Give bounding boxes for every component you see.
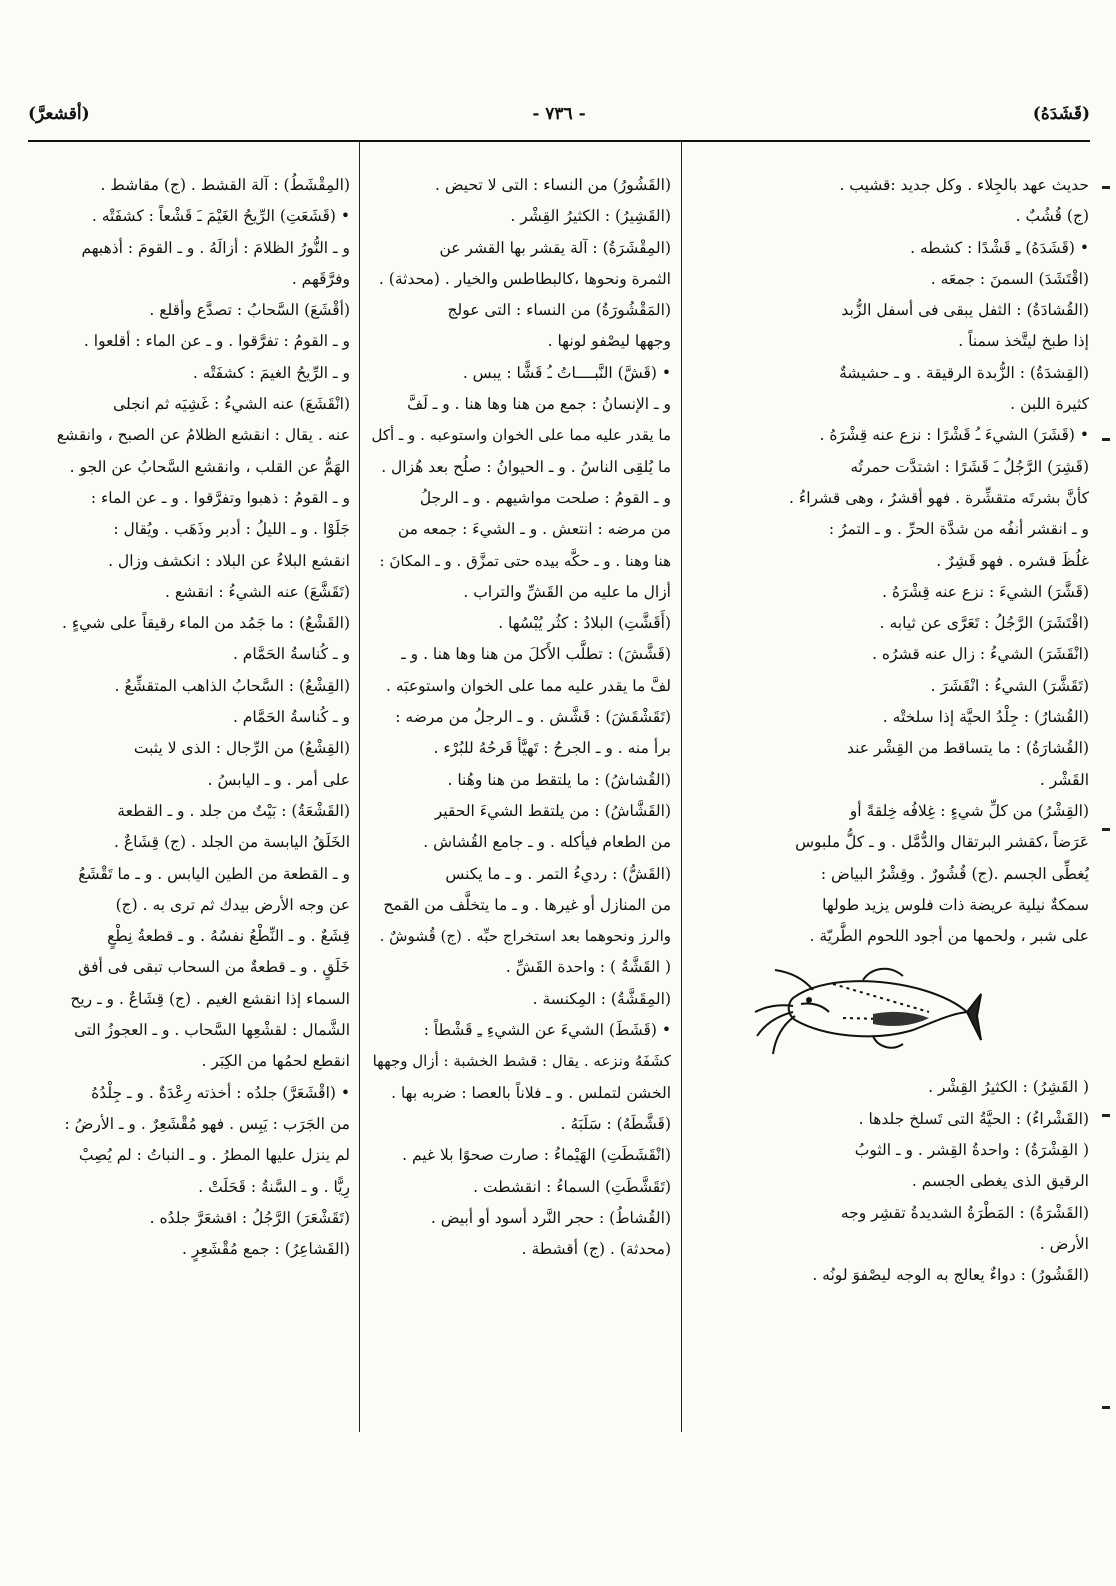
entry-line: (القِشدَةُ) : الزُّبدة الرقيقة . و ـ حشيشةٌ [839,363,1089,382]
entry-line: إذا طبخ ليتَّخذ سمناً . [958,332,1089,351]
entry-line: الثمرة ونحوها ،كالبطاطس والخيار . (محدثة) . [378,269,671,288]
entry-line: و ـ الرِّيحُ الغيمَ : كشفَتْه . [192,363,350,382]
column-divider [359,142,360,1432]
page-header [28,98,1090,134]
entry-line: ( القِشْرَةُ) : واحدةُ القِشر . و ـ الثوبُ [854,1141,1089,1160]
entry-line: (محدثة) . (ج) أقشطة . [521,1240,671,1259]
margin-mark [1102,186,1110,189]
entry-line: (اقْتَشَدَ) السمنَ : جمعَه . [930,269,1089,288]
entry-line: (المِقْشَطُ) : آلة القشط . (ج) مقاشط . [100,176,350,194]
entry-line: • (قَشَطَ) الشيءَ عن الشيءِ ـِ قَشْطاً : [423,1021,671,1040]
entry-line: كثيرة اللبن . [1010,395,1089,414]
entry-line: (تَقَشْقَشَ) : قَشَّش . و ـ الرجلُ من مرضه : [395,708,671,727]
entry-line: (تَقَشَّرَ) الشيءُ : انْقَشَرَ . [930,676,1089,695]
entry-line: السماء إذا انقشع الغيم . (ج) قِشَاعٌ . و ـ ريح [70,989,350,1008]
entry-line: (اقْتَشَرَ) الرَّجُلُ : تَعَرَّى عن ثيابه . [879,614,1089,633]
entry-line: و ـ القومُ : ذهبوا وتفرَّقوا . و ـ عن الماء : [90,488,350,507]
fish-icon [753,954,983,1062]
entry-line: (المِقْشَرَةُ) : آلة يقشر بها القشر عن [439,238,671,257]
entry-line: و ـ القطعة من الطين اليابس . و ـ ما تَقْشَعُ [78,864,350,883]
entry-line: وفرَّقَهم . [291,269,350,288]
entry-line: أزال ما عليه من القَشِّ والتراب . [463,582,671,601]
entry-line: من المنازل أو غيرها . و ـ ما يتخلَّف من القمح [383,895,671,914]
entry-line: (تَقَشَّطَتِ) السماءُ : انقشطت . [473,1177,671,1196]
entry-line: (قَشَّشَ) : تطلَّب الأَكلَ من هنا وها هنا . و ـ [401,645,671,664]
entry-line: • (قَشَدَهُ) ـِ قَشْدًا : كشطه . [910,238,1089,257]
entry-line: (القِشْرُ) من كلِّ شيءٍ : غِلافُه خِلقةً أو [849,801,1089,820]
entry-line: (تَقَشْعَرَ) الرَّجُلُ : اقشعَرَّ جلدُه . [149,1208,350,1227]
entry-line: والرز ونحوهما بعد استخراج حبِّه . (ج) قُشوشٌ . [379,927,671,946]
entry-line: (القَشِيرُ) : الكثيرُ القِشْر . [510,207,671,226]
entry-line: من الجَرَب : يَبِس . فهو مُقْشَعِرٌ . و ـ الأرضُ : [64,1114,350,1133]
entry-line: انقطع لحمُها من الكِبَر . [201,1052,350,1071]
entry-line: برأ منه . و ـ الجرحُ : تَهيَّأ قَرحُهُ للبُرْء . [433,739,671,758]
entry-line: كأنَّ بشرتَه متقشِّرة . فهو أقشرُ ، وهى قشراءُ . [789,488,1089,507]
entry-line: الشَّمال : لقشْعِها السَّحاب . و ـ العجوزُ التى [74,1021,350,1040]
entry-line: (القِشْعُ) : السَّحابُ الذاهب المتقشِّعُ . [114,676,350,695]
entry-line: (قَشِرَ) الرَّجُلُ ـَ قَشَرًا : اشتدَّت حمرتُه [850,457,1089,476]
entry-line: (قَشَّرَ) الشيءَ : نزع عنه قِشْرَهُ . [882,582,1089,601]
entry-line: (القُشارَةُ) : ما يتساقط من القِشْر عند [846,739,1089,758]
entry-line: و ـ كُناسةُ الحَمَّام . [232,645,350,664]
entry-line: الرقيق الذى يغطى الجسم . [911,1172,1089,1191]
entry-line: رِيًّا . و ـ السَّنةُ : قَحَلَتْ . [198,1177,350,1196]
entry-line: هنا وهنا . و ـ حكَّه بيده حتى تمزَّق . و ـ المكانَ : [379,551,671,570]
page-number: - ٧٣٦ - [532,104,586,124]
entry-line: و ـ الإنسانُ : جمع من هنا وها هنا . و ـ لَفَّ [407,395,671,414]
entry-line: القَشْر . [1039,770,1089,789]
entry-line: قِشَعٌ . و ـ النِّطْعُ نفسُهُ . و ـ قطعةُ نِطْعٍ [107,927,350,946]
entry-line: (قَشَّطَهُ) : سَلَبَهُ . [560,1114,671,1133]
entry-line: كشَفَهُ ونزعه . يقال : قشط الخشبة : أزال وجهها [372,1052,671,1071]
entry-line: (القَشاعِرُ) : جمع مُقْشَعِرٍ . [182,1240,350,1259]
entry-line: • (قَشَّ) النَّبــــاتُ ـُ قَشًّا : يبس . [462,363,671,382]
entry-line: (القَشُورُ) : دواءٌ يعالج به الوجه ليصْفوَ لونُه . [812,1266,1089,1285]
entry-line: على شبر ، ولحمها من أجود اللحوم الطَّريّة . [809,927,1089,946]
entry-line: حديث عهد بالجِلاء . وكل جديد :قشيب . [839,176,1089,194]
entry-line: انقشع البلاءُ عن البلاد : انكشف وزال . [108,551,350,570]
entry-line: و ـ كُناسةُ الحَمَّام . [232,708,350,727]
entry-line: (القَشْراءُ) : الحيَّةُ التى تَسلخ جلدها . [858,1109,1089,1128]
entry-line: عَرَضاً ،كقشر البرتقال والدُّمَّل . و ـ كلُّ ملبوس [795,833,1089,852]
entry-line: الهَمُّ عن القلب ، وانقشع السَّحابُ عن الجو . [69,457,350,476]
entry-line: و ـ القومُ : تفرَّقوا . و ـ عن الماء : أقلعوا . [83,332,350,351]
entry-line: • (اقْشَعَرَّ) جلدُه : أخذته رِعْدَةٌ . و ـ جِلْدُهُ [91,1083,350,1102]
entry-line: (المَقْشُورَةُ) من النساء : التى عولج [447,301,671,320]
entry-line: سمكةٌ نيلية عريضة ذات فلوس يزيد طولها [822,895,1089,914]
entry-line: لم ينزل عليها المطرُ . و ـ النباتُ : لم يُصِبْ [78,1146,350,1165]
entry-line: (القَشَّاشُ) : من يلتقط الشيءَ الحقير [434,801,671,820]
header-rule [28,140,1090,142]
entry-line: الخشن لتملس . و ـ فلاناً بالعصا : ضربه بها . [391,1083,671,1102]
entry-line: (القَشْعَةُ) : بَيْتٌ من جلد . و ـ القطعة [117,801,350,820]
entry-line: ( القَشِرُ) : الكثيرُ القِشْر . [928,1078,1089,1097]
entry-line: • (قَشَعَتِ) الرِّيحُ الغَيْمَ ـَ قَشْعاً : كشفَتْه . [91,207,350,226]
dictionary-column-left [28,170,350,1430]
entry-line: (أَقَشَّتِ) البلادُ : كثُر يُبْسُها . [498,614,671,633]
header-guide-word-right: (قَشَدَهُ) [1032,104,1090,124]
entry-line: وجهها ليصْفو لونها . [547,332,671,351]
dictionary-column-middle [371,170,671,1430]
entry-line: جَلَوْا . و ـ الليلُ : أدبر وذَهَب . ويُقال : [113,520,350,539]
entry-line: لفَّ ما يقدر عليه مما على الخوان واستوعبَه . [386,676,671,695]
entry-line: (القُشادَةُ) : الثفل يبقى فى أسفل الزُّبد [841,301,1089,320]
entry-line: (القُشاطُ) : حجر النَّرد أسود أو أبيض . [430,1208,671,1227]
entry-line: يُغطِّى الجسم .(ج) قُشُورٌ . وقِشْرُ البياض : [820,864,1089,883]
margin-mark [1102,438,1110,441]
entry-line: (انْقَشَعَ) عنه الشيءُ : غَشِيَه ثم انجلى [113,395,350,414]
entry-line: (أقْشَعَ) السَّحابُ : تصدَّع وأقلع . [149,301,350,320]
entry-line: ما يُلقِى الناسُ . و ـ الحيوانُ : صلُح بعد هُزال . [381,457,671,476]
entry-line: الأرض . [1039,1234,1089,1253]
entry-line: (القَشْرَةُ) : المَطْرَةُ الشديدةُ تقشِر وجه [840,1203,1089,1222]
entry-line: (ج) قُشُبٌ . [1015,207,1089,226]
catfish-illustration [693,954,1089,1066]
entry-line: (القَشُّ) : رديءُ التمر . و ـ ما يكنس [445,864,671,883]
entry-line: من مرضه : انتعش . و ـ الشيءَ : جمعه من [397,520,671,539]
entry-line: (القَشْعُ) : ما جَمُد من الماء رقيقاً على شيءٍ . [62,614,350,633]
margin-mark [1102,1406,1110,1409]
entry-line: (القِشْعُ) من الرِّجال : الذى لا يثبت [133,739,350,758]
entry-line: خَلَقٍ . و ـ قطعةٌ من السحاب تبقى فى أفق [78,958,350,977]
entry-line: (تَقَشَّعَ) عنه الشيءُ : انقشع . [165,582,350,601]
entry-line: (انْقَشَطَتِ) الهَيْماءُ : صارت صحوًا بلا غيم . [402,1146,671,1165]
header-guide-word-left: (أقشعرَّ) [28,104,90,124]
entry-line: و ـ القومُ : صلحت مواشيهم . و ـ الرجلُ [419,488,671,507]
margin-mark [1102,1114,1110,1117]
entry-line: من الطعام فيأكله . و ـ جامع القُشاش . [423,833,671,852]
dictionary-column-right [693,170,1089,1430]
column-divider [681,142,682,1432]
entry-line: الخَلَقُ اليابسة من الجلد . (ج) قِشَاعٌ . [113,833,350,852]
margin-mark [1102,828,1110,831]
entry-line: عنه . يقال : انقشع الظلامُ عن الصبح ، وانقشع [56,426,350,445]
entry-line: على أمر . و ـ اليابسُ . [207,770,350,789]
entry-line: و ـ انقشر أنفُه من شدَّة الحرِّ . و ـ التمرُ : [828,520,1089,539]
entry-line: ما يقدر عليه مما على الخوان واستوعبه . و ـ أكل [371,426,671,445]
entry-line: • (قَشَرَ) الشيءَ ـُ قَشْرًا : نزع عنه قِشْرَهُ . [819,426,1089,445]
entry-line: غلُظَ قشره . فهو قَشِرٌ . [936,551,1089,570]
entry-line: ( القَشَّةُ ) : واحدة القَشِّ . [505,958,671,977]
entry-line: (القُشارُ) : جِلْدُ الحيَّة إذا سلختْه . [882,708,1089,727]
entry-line: و ـ النُّورُ الظلامَ : أزالَهُ . و ـ القومَ : أذهبهم [81,238,350,257]
entry-line: (المِقَشَّةُ) : المِكنسة . [532,989,671,1008]
entry-line: (انْقَشَرَ) الشيءُ : زال عنه قشرُه . [872,645,1089,664]
entry-line: عن وجه الأرض بيدك ثم ترى به . (ج) [115,895,350,914]
entry-line: (القَشُورُ) من النساء : التى لا تحيض . [434,176,671,194]
entry-line: (القُشاشُ) : ما يلتقط من هنا وهُنا . [447,770,671,789]
